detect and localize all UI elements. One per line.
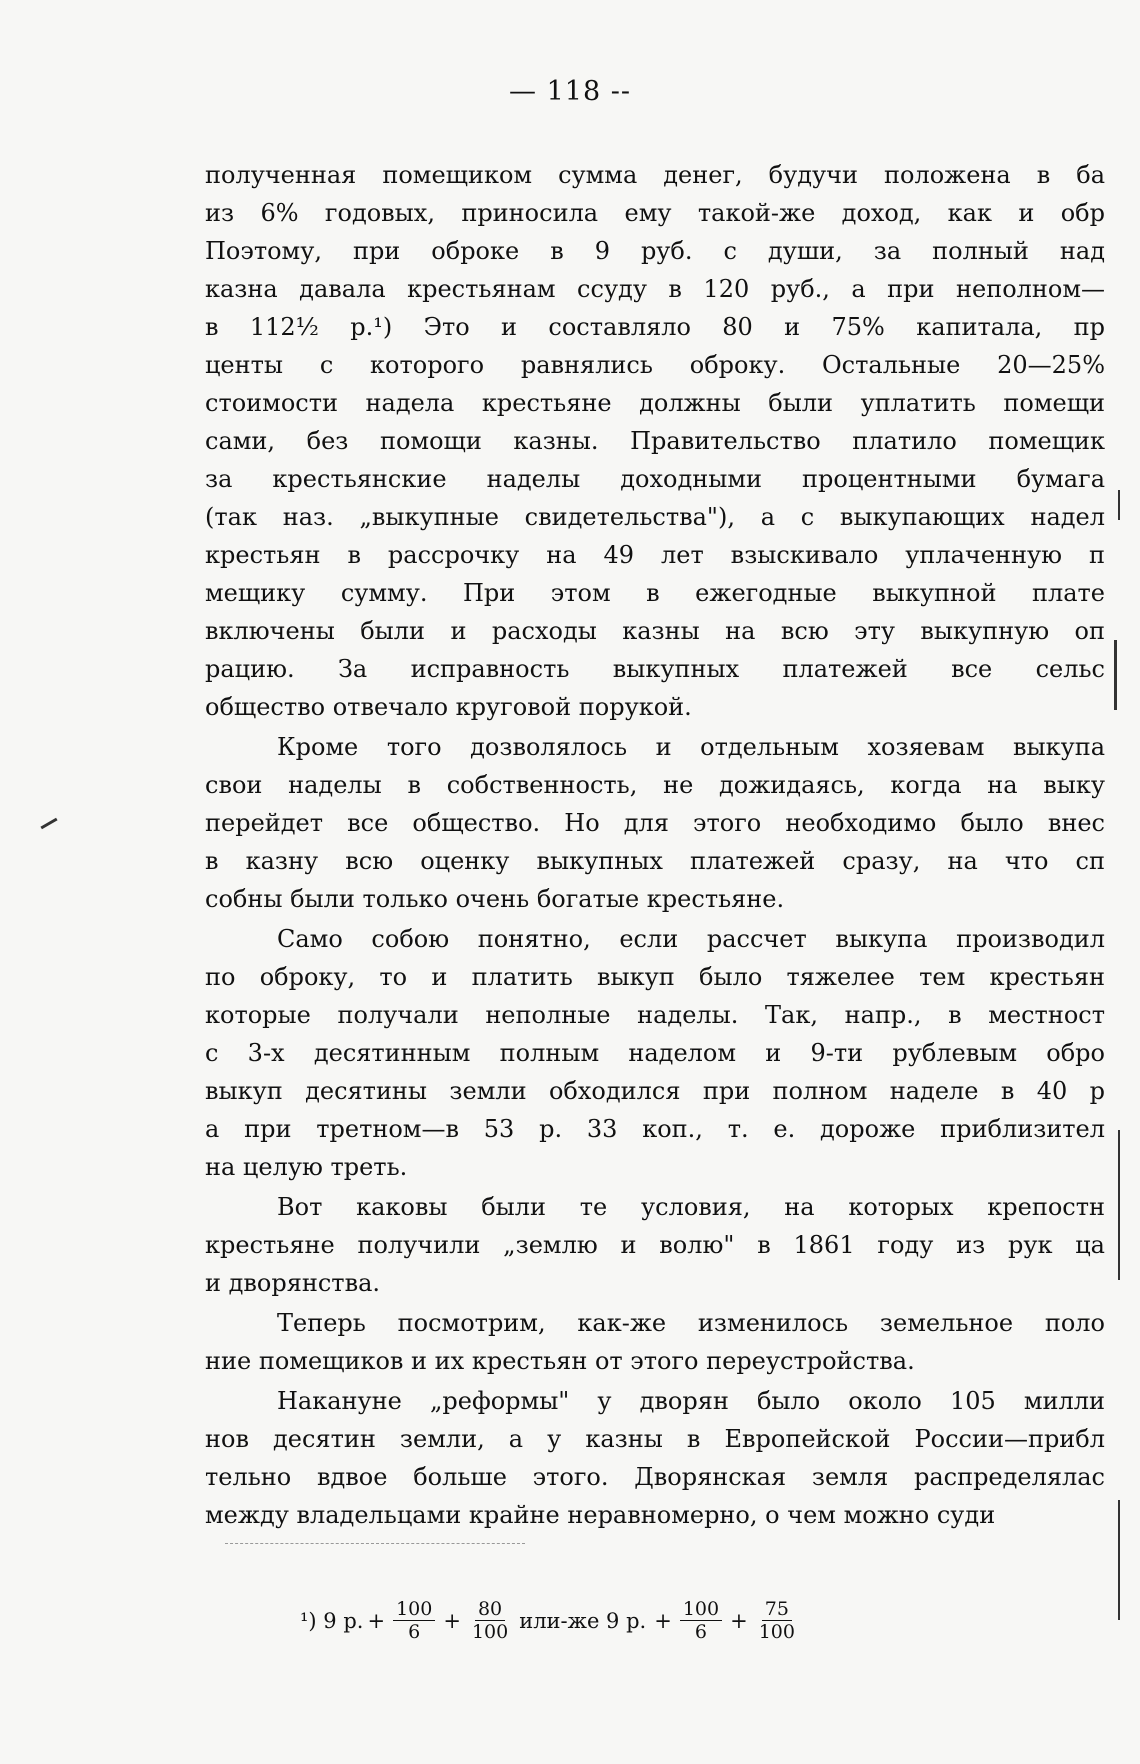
text-line: (так наз. „выкупные свидетельства"), а с выкупающих надел <box>205 503 1105 531</box>
text-line: по оброку, то и платить выкуп было тяжелее тем крестьян <box>205 963 1105 991</box>
footnote-plus-4: + <box>730 1608 748 1633</box>
fraction-3 <box>680 1598 722 1643</box>
fraction-3-numerator: 100 <box>680 1598 722 1621</box>
text-line: нов десятин земли, а у казны в Европейской России—прибл <box>205 1425 1105 1453</box>
paragraph-gap <box>205 1534 1105 1536</box>
text-line: сами, без помощи казны. Правительство платило помещик <box>205 427 1105 455</box>
footnote-plus-2: + <box>443 1608 461 1633</box>
footnote-middle-text: или-же 9 р. <box>519 1608 647 1633</box>
fraction-2 <box>469 1598 511 1643</box>
fraction-1 <box>393 1598 435 1643</box>
text-line: Накануне „реформы" у дворян было около 105 милли <box>277 1387 1105 1415</box>
text-line: из 6% годовых, приносила ему такой-же доход, как и обр <box>205 199 1105 227</box>
scan-mark <box>1114 640 1117 710</box>
text-line: на целую треть. <box>205 1153 408 1181</box>
body-text <box>205 156 1105 1536</box>
text-line: мещику сумму. При этом в ежегодные выкупной плате <box>205 579 1105 607</box>
footnote-plus-3: + <box>654 1608 672 1633</box>
paragraph <box>205 1382 1105 1534</box>
text-line: Поэтому, при оброке в 9 руб. с души, за полный над <box>205 237 1105 265</box>
paragraph <box>205 1188 1105 1302</box>
paragraph <box>205 920 1105 1186</box>
text-line: полученная помещиком сумма денег, будучи положена в ба <box>205 161 1105 189</box>
text-line: и дворянства. <box>205 1269 381 1297</box>
scan-mark <box>1118 490 1120 520</box>
text-line: крестьяне получили „землю и волю" в 1861 году из рук ца <box>205 1231 1105 1259</box>
text-line: рацию. За исправность выкупных платежей все сельс <box>205 655 1105 683</box>
fraction-3-denominator: 6 <box>694 1621 707 1643</box>
footnote <box>300 1598 860 1643</box>
text-line: перейдет все общество. Но для этого необходимо было внес <box>205 809 1105 837</box>
footnote-marker: ¹) 9 р. <box>300 1608 364 1633</box>
text-line: общество отвечало круговой порукой. <box>205 693 692 721</box>
text-line: в 112½ р.¹) Это и составляло 80 и 75% капитала, пр <box>205 313 1105 341</box>
text-line: стоимости надела крестьяне должны были уплатить помещи <box>205 389 1105 417</box>
scan-mark <box>1118 1500 1120 1620</box>
fraction-1-denominator: 6 <box>408 1621 421 1643</box>
text-line: Теперь посмотрим, как-же изменилось земельное поло <box>277 1309 1105 1337</box>
text-line: включены были и расходы казны на всю эту выкупную оп <box>205 617 1105 645</box>
footnote-plus-1: + <box>367 1608 386 1633</box>
footnote-separator <box>225 1543 525 1544</box>
text-line: центы с которого равнялись оброку. Остальные 20—25% <box>205 351 1105 379</box>
text-line: в казну всю оценку выкупных платежей сразу, на что сп <box>205 847 1105 875</box>
page-number: — 118 -- <box>509 76 631 107</box>
text-line: крестьян в рассрочку на 49 лет взыскивало уплаченную п <box>205 541 1105 569</box>
text-line: выкуп десятины земли обходился при полном наделе в 40 р <box>205 1077 1105 1105</box>
scan-mark <box>40 818 57 830</box>
text-line: Само собою понятно, если рассчет выкупа производил <box>277 925 1105 953</box>
text-line: тельно вдвое больше этого. Дворянская земля распределялас <box>205 1463 1105 1491</box>
fraction-2-denominator: 100 <box>471 1621 509 1643</box>
text-line: Вот каковы были те условия, на которых крепостн <box>277 1193 1105 1221</box>
paragraph <box>205 1304 1105 1380</box>
text-line: свои наделы в собственность, не дожидаясь, когда на выку <box>205 771 1105 799</box>
text-line: собны были только очень богатые крестьяне. <box>205 885 785 913</box>
fraction-2-numerator: 80 <box>475 1598 505 1621</box>
text-line: за крестьянские наделы доходными процентными бумага <box>205 465 1105 493</box>
text-line: которые получали неполные наделы. Так, напр., в местност <box>205 1001 1105 1029</box>
fraction-1-numerator: 100 <box>393 1598 435 1621</box>
fraction-4 <box>756 1598 798 1643</box>
text-line: казна давала крестьянам ссуду в 120 руб., а при неполном— <box>205 275 1105 303</box>
scan-mark <box>1118 1130 1120 1280</box>
text-line: Кроме того дозволялось и отдельным хозяевам выкупа <box>277 733 1105 761</box>
text-line: между владельцами крайне неравномерно, о чем можно суди <box>205 1501 996 1529</box>
fraction-4-denominator: 100 <box>758 1621 795 1643</box>
fraction-4-numerator: 75 <box>762 1598 792 1621</box>
paragraph <box>205 728 1105 918</box>
text-line: с 3-х десятинным полным наделом и 9-ти рублевым обро <box>205 1039 1105 1067</box>
text-line: ние помещиков и их крестьян от этого переустройства. <box>205 1347 915 1375</box>
text-line: а при третном—в 53 р. 33 коп., т. е. дороже приблизител <box>205 1115 1105 1143</box>
paragraph <box>205 156 1105 726</box>
